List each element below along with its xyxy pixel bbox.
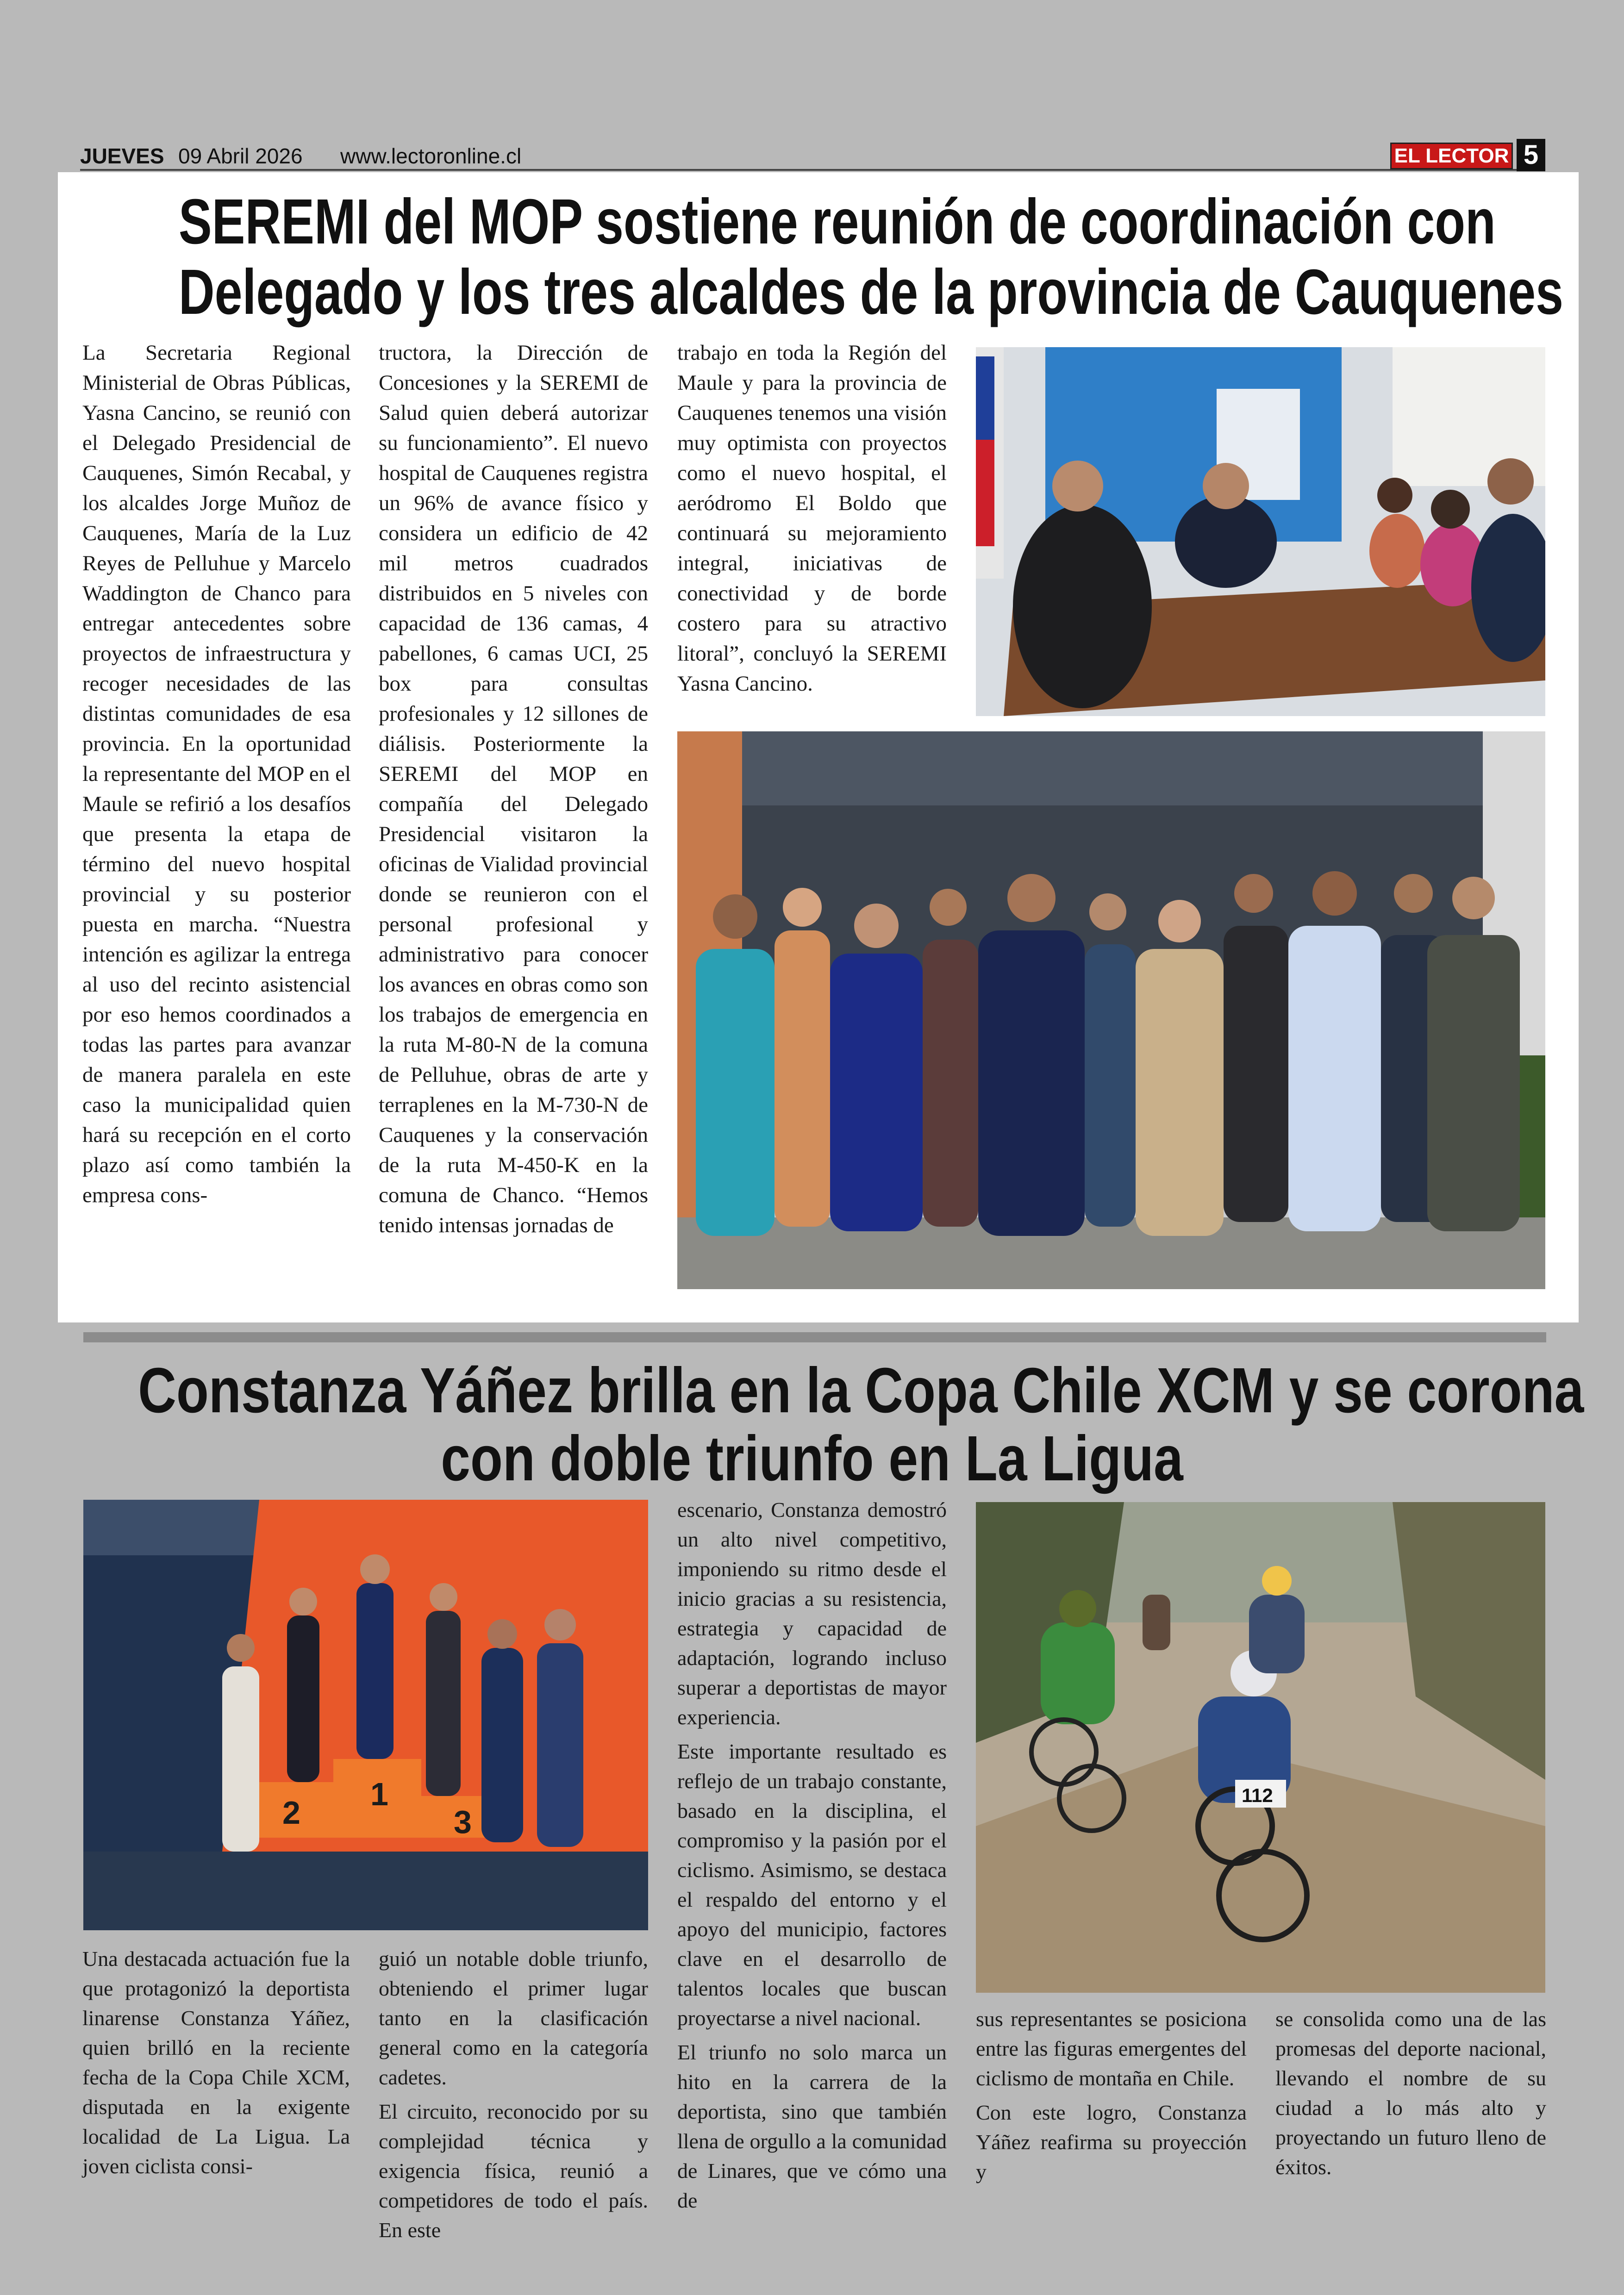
article-1-column-2 <box>379 338 648 1241</box>
article-2-text: Este importante resultado es reflejo de un trabajo constante, basado en la disciplina, el compromiso y la pasión por el ciclismo. Asimismo, se destaca el respaldo del entorno y el apoyo del municipio, factores clave en el desarrollo de talentos locales que buscan proyectarse a nivel nacional. <box>677 1740 947 2030</box>
section-divider <box>83 1332 1546 1342</box>
article-2-text: escenario, Constanza demostró un alto nivel competitivo, imponiendo su ritmo desde el inicio gracias a su resistencia, estrategia y capacidad de adaptación, logrando incluso superar a deportistas de mayor experiencia. <box>677 1498 947 1729</box>
article-2-text: Con este logro, Constanza Yáñez reafirma su proyección y <box>976 2101 1247 2183</box>
article-1-column-3 <box>677 338 947 699</box>
article-1-column-1 <box>82 338 351 1210</box>
article-2-headline-line2: con doble triunfo en La Ligua <box>441 1423 1183 1494</box>
article-2-text: se consolida como una de las promesas del deporte nacional, llevando el nombre de su ciudad a lo más alto y proyectando un futuro lleno de éxitos. <box>1275 2007 1546 2179</box>
article-2-column-1 <box>82 1944 350 2186</box>
article-1-text: trabajo en toda la Región del Maule y para la provincia de Cauquenes tenemos una visión muy optimista con proyectos como el nuevo hospital, el aeródromo El Boldo que continuará su mejoramiento integral, iniciativas de conectividad y de borde costero para su atractivo litoral”, concluyó la SEREMI Yasna Cancino. <box>677 341 947 696</box>
cyclists-photo <box>976 1502 1545 1993</box>
podium-photo <box>83 1500 648 1930</box>
podium-number-2: 2 <box>282 1795 300 1831</box>
article-2-text: sus representantes se posiciona entre las figuras emergentes del ciclismo de montaña en Chile. <box>976 2007 1247 2090</box>
bib-number: 112 <box>1242 1784 1273 1806</box>
article-2-text: Una destacada actuación fue la que protagonizó la deportista linarense Constanza Yáñez, quien brilló en la reciente fecha de la Copa Chile XCM, disputada en la exigente localidad de La Ligua. La joven ciclista consi- <box>82 1947 350 2178</box>
newspaper-logo: EL LECTOR <box>1390 143 1513 169</box>
article-2-headline: Constanza Yáñez brilla en la Copa Chile XCM y se corona <box>138 1355 1584 1426</box>
article-1-text: tructora, la Dirección de Concesiones y la SEREMI de Salud quien deberá autorizar su funcionamiento”. El nuevo hospital de Cauquenes registra un 96% de avance físico y considera un edificio de 42 mil metros cuadrados distribuidos en 5 niveles con capacidad de 136 camas, 4 pabellones, 6 camas UCI, 25 box para consultas profesionales y 12 sillones de diálisis. Posteriormente la SEREMI del MOP en compañía del Delegado Presidencial visitaron la oficinas de Vialidad provincial donde se reunieron con el personal profesional y administrativo para conocer los avances en obras como son los trabajos de emergencia en la ruta M-80-N de la comuna de Pelluhue, obras de arte y terraplenes en la M-730-N de Cauquenes y la conservación de la ruta M-450-K en la comuna de Chanco. “Hemos tenido intensas jornadas de <box>379 341 648 1237</box>
article-2-text: guió un notable doble triunfo, obteniendo el primer lugar tanto en la clasificación general como en la categoría cadetes. <box>379 1947 648 2089</box>
issue-date: 09 Abril 2026 <box>178 144 303 168</box>
header-rule <box>80 169 1520 171</box>
podium-number-1: 1 <box>370 1776 388 1812</box>
site-url[interactable]: www.lectoronline.cl <box>340 144 522 168</box>
article-2-text: El circuito, reconocido por su complejidad técnica y exigencia física, reunió a competidores de todo el país. En este <box>379 2100 648 2242</box>
article-2-column-4 <box>976 2004 1247 2191</box>
article-1-headline: SEREMI del MOP sostiene reunión de coordinación con <box>178 186 1496 257</box>
article-1-headline-line2: Delegado y los tres alcaldes de la provincia de Cauquenes <box>178 256 1563 328</box>
article-1-text: La Secretaria Regional Ministerial de Obras Públicas, Yasna Cancino, se reunió con el Delegado Presidencial de Cauquenes, Simón Recabal, y los alcaldes Jorge Muñoz de Cauquenes, María de la Luz Reyes de Pelluhue y Marcelo Waddington de Chanco para entregar antecedentes sobre proyectos de infraestructura y recoger necesidades de las distintas comunidades de esa provincia. En la oportunidad la representante del MOP en el Maule se refirió a los desafíos que presenta la etapa de término del nuevo hospital provincial y su posterior puesta en marcha. “Nuestra intención es agilizar la entrega al uso del recinto asistencial por eso hemos coordinados a todas las partes para avanzar de manera paralela en este caso la municipalidad quien hará su recepción en el corto plazo así como también la empresa cons- <box>82 341 351 1207</box>
article-2-column-5 <box>1275 2004 1546 2187</box>
group-photo <box>677 731 1545 1289</box>
article-2-column-2 <box>379 1944 648 2250</box>
issue-day: JUEVES <box>80 144 164 168</box>
article-2-column-3 <box>677 1495 947 2220</box>
meeting-photo <box>976 347 1545 716</box>
article-2-text: El triunfo no solo marca un hito en la carrera de la deportista, sino que también llena de orgullo a la comunidad de Linares, que ve cómo una de <box>677 2040 947 2212</box>
podium-number-3: 3 <box>454 1804 472 1840</box>
page-number: 5 <box>1517 139 1545 171</box>
